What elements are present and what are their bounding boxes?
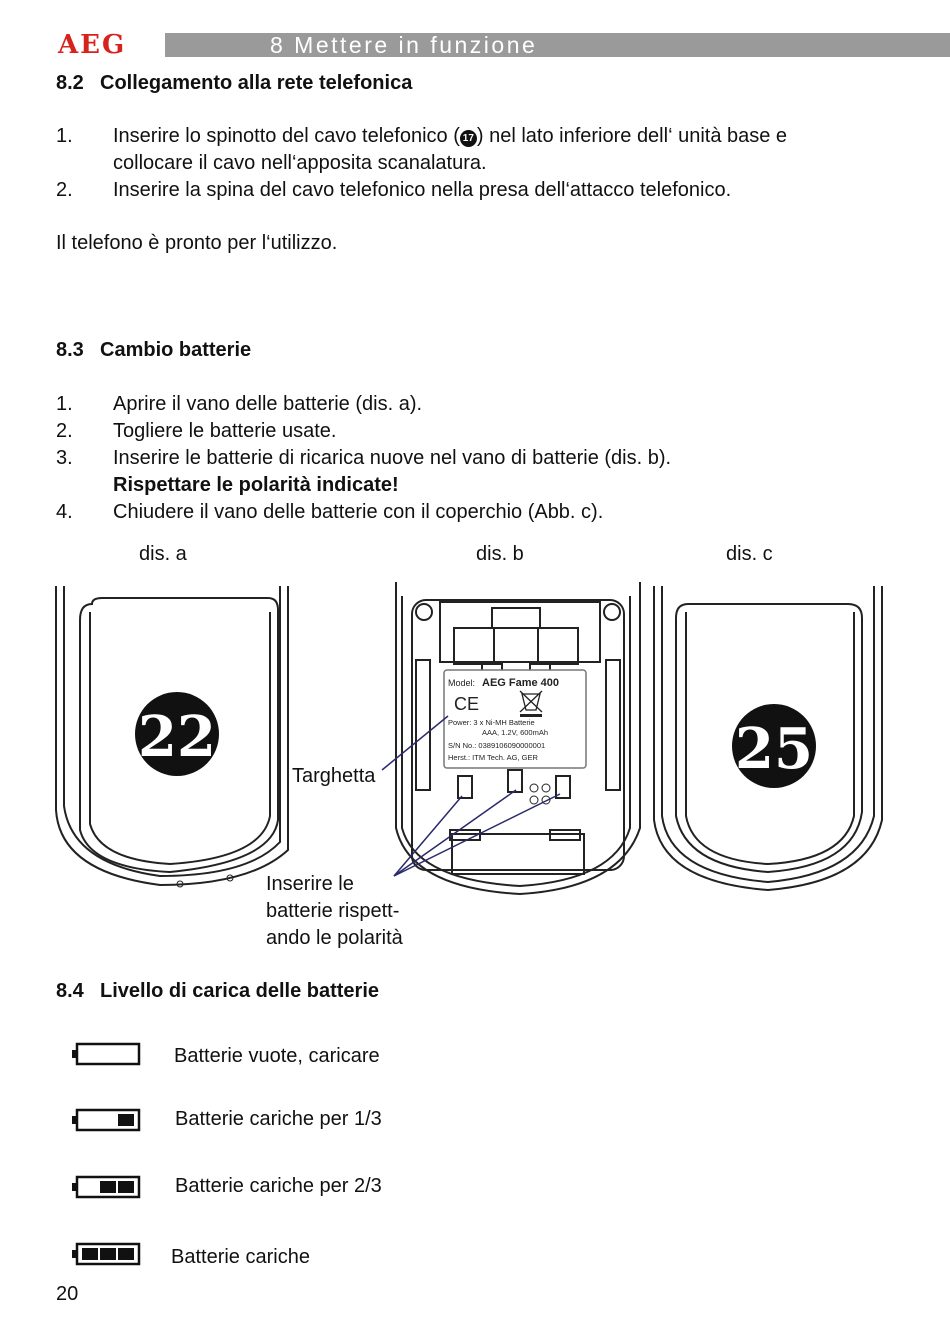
- label-insert-line-3: ando le polarità: [266, 927, 403, 949]
- plate-serial: S/N No.: 0389106090000001: [448, 741, 546, 750]
- section-number: 8.3: [56, 339, 84, 361]
- battery-full-icon: [70, 1240, 142, 1268]
- figure-caption-b: dis. b: [476, 543, 524, 565]
- item-number: 3.: [56, 447, 73, 469]
- section-number: 8.2: [56, 72, 84, 94]
- polarity-warning: Rispettare le polarità indicate!: [113, 474, 399, 496]
- brand-logo: AEG: [58, 30, 127, 60]
- battery-empty-icon: [70, 1040, 142, 1068]
- item-text: Inserire le batterie di ricarica nuove nel vano di batterie (dis. b).: [113, 447, 672, 469]
- section-number: 8.4: [56, 980, 84, 1002]
- item-text: collocare il cavo nell‘apposita scanalatura.: [113, 152, 487, 174]
- item-text: Inserire la spina del cavo telefonico nella presa dell‘attacco telefonico.: [113, 179, 732, 201]
- badge-22-text: 22: [138, 704, 216, 770]
- chapter-title: 8 Mettere in funzione: [270, 32, 538, 58]
- plate-ce-mark: CE: [454, 694, 480, 714]
- figure-caption-c: dis. c: [726, 543, 773, 565]
- item-text: Aprire il vano delle batterie (dis. a).: [113, 393, 423, 415]
- item-text-part: Inserire lo spinotto del cavo telefonico (: [113, 125, 460, 147]
- item-text: Togliere le batterie usate.: [113, 420, 337, 442]
- plate-power-line-2: AAA, 1.2V, 600mAh: [482, 728, 549, 737]
- item-number: 1.: [56, 393, 73, 415]
- section-title: Cambio batterie: [100, 339, 252, 361]
- plate-power-line-1: Power: 3 x Ni-MH Batterie: [448, 718, 535, 727]
- reference-badge: 17: [460, 130, 477, 147]
- label-insert-line-1: Inserire le: [266, 873, 354, 895]
- battery-two-thirds-icon: [70, 1173, 142, 1201]
- item-number: 1.: [56, 125, 73, 147]
- level-two-thirds-text: Batterie cariche per 2/3: [175, 1175, 382, 1197]
- section-heading-8-4: [56, 980, 379, 1003]
- label-type-plate: Targhetta: [292, 765, 376, 787]
- label-insert-line-2: batterie rispett-: [266, 900, 400, 922]
- item-text-part: ) nel lato inferiore dell‘ unità base e: [476, 125, 788, 147]
- section-title: Livello di carica delle batterie: [100, 980, 380, 1002]
- ready-note: Il telefono è pronto per l‘utilizzo.: [56, 232, 338, 254]
- badge-25-text: 25: [735, 716, 813, 782]
- figure-caption-a: dis. a: [139, 543, 187, 565]
- plate-model-value: AEG Fame 400: [482, 677, 560, 689]
- plate-manufacturer: Herst.: ITM Tech. AG, GER: [448, 753, 538, 762]
- item-number: 2.: [56, 179, 73, 201]
- page-number: 20: [56, 1283, 79, 1305]
- battery-one-third-icon: [70, 1106, 142, 1134]
- section-title: Collegamento alla rete telefonica: [100, 72, 413, 94]
- item-number: 2.: [56, 420, 73, 442]
- level-empty-text: Batterie vuote, caricare: [174, 1045, 380, 1067]
- item-text: Chiudere il vano delle batterie con il coperchio (Abb. c).: [113, 501, 604, 523]
- level-one-third-text: Batterie cariche per 1/3: [175, 1108, 382, 1130]
- plate-model-label: Model:: [448, 678, 476, 688]
- item-number: 4.: [56, 501, 73, 523]
- level-full-text: Batterie cariche: [171, 1246, 310, 1268]
- figure-c-cover-closed: [648, 580, 888, 902]
